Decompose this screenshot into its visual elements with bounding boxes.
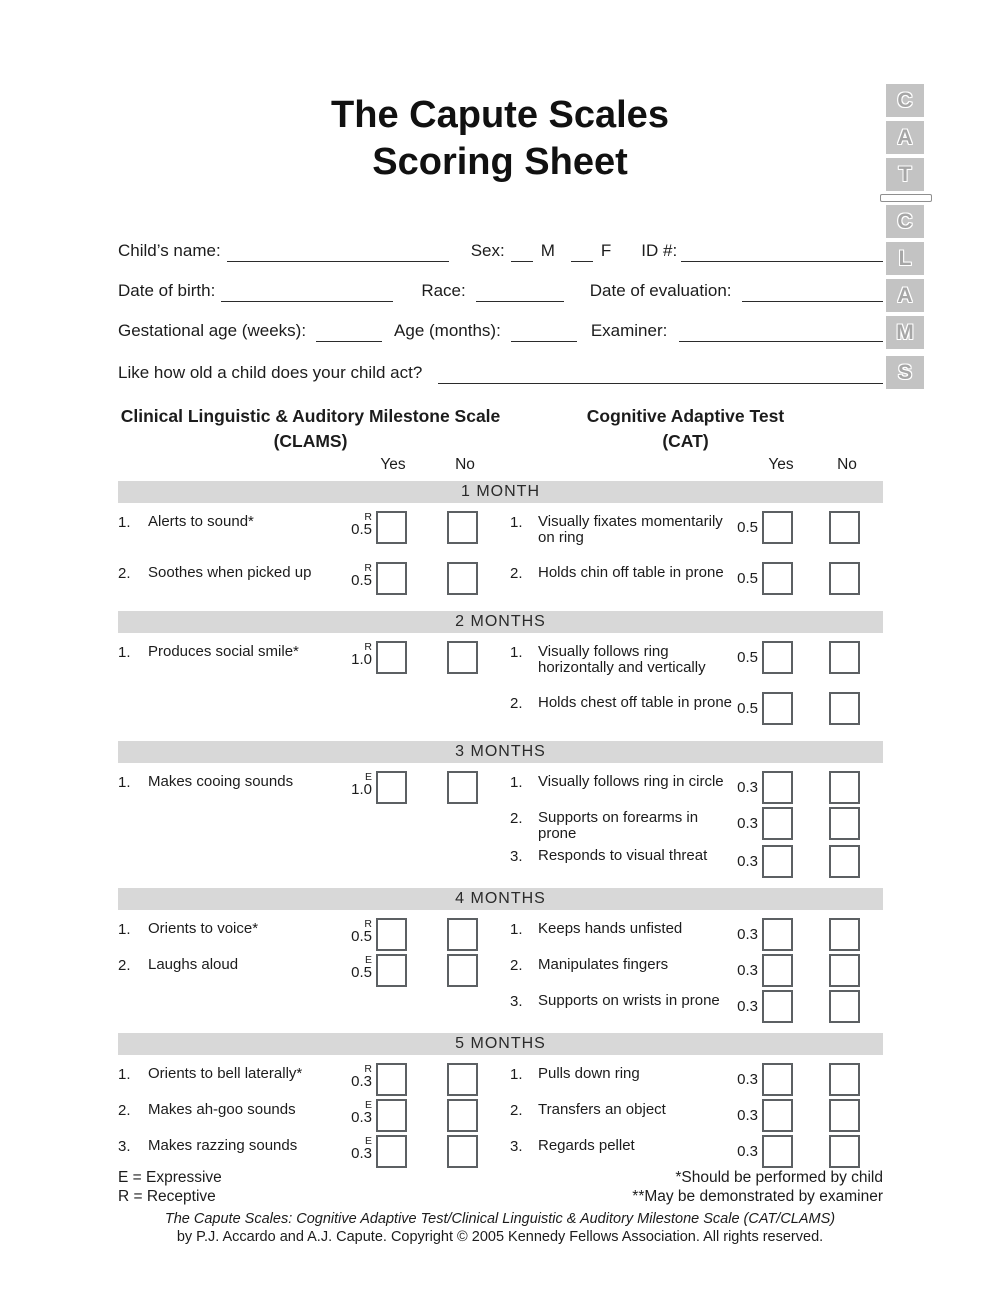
cat-score-value: 0.5 [737,649,758,666]
clams-no-checkbox[interactable] [447,641,478,674]
cat-score-block [738,692,762,717]
cat-yes-checkbox[interactable] [762,990,793,1023]
cat-no-checkbox[interactable] [829,692,860,725]
cat-no-checkbox[interactable] [829,990,860,1023]
cat-no-header: No [837,456,857,473]
cat-item-number: 1. [510,921,523,938]
legend-keys [118,1168,222,1206]
clams-item-number: 1. [118,514,131,531]
section-header: 4 MONTHS [118,888,883,910]
cat-item-label: Visually fixates momentarily on ring [538,513,723,546]
copyright-title-line: The Capute Scales: Cognitive Adaptive Test/Clinical Linguistic & Auditory Milestone Scale (CAT/CLAMS) [164,1211,836,1227]
page-title [0,92,1000,186]
clams-score-block [340,918,376,945]
section-header: 2 MONTHS [118,611,883,633]
sex-male-field[interactable] [511,241,533,262]
section-header: 5 MONTHS [118,1033,883,1055]
item-row [118,692,883,725]
clams-yes-checkbox[interactable] [376,562,407,595]
form-row-1 [118,222,883,262]
cat-item-number: 2. [510,695,523,712]
cat-item-cell [510,511,883,546]
section-header: 3 MONTHS [118,741,883,763]
clams-score-value: 0.5 [351,928,372,945]
cat-yes-checkbox[interactable] [762,954,793,987]
cat-item-label: Pulls down ring [538,1065,640,1082]
clams-item-number: 3. [118,1138,131,1155]
clams-item-label: Produces social smile* [148,643,299,660]
clams-yes-checkbox[interactable] [376,1063,407,1096]
cat-no-checkbox[interactable] [829,1135,860,1168]
clams-item-label: Makes ah-goo sounds [148,1101,296,1118]
cat-item-number: 3. [510,1138,523,1155]
cat-item-number: 1. [510,774,523,791]
clams-item-label: Alerts to sound* [148,513,254,530]
cat-item-cell [510,807,883,842]
clams-score-block [340,1063,376,1090]
clams-item-cell [118,511,480,544]
clams-score-block [340,771,376,798]
age-months-field[interactable] [511,321,577,342]
clams-item-cell [118,771,480,804]
cat-score-block [738,918,762,943]
id-field[interactable] [681,241,883,262]
clams-item-cell [118,918,480,951]
clams-no-checkbox[interactable] [447,1063,478,1096]
cat-header [523,404,848,454]
cat-score-value: 0.5 [737,519,758,536]
clams-score-block [340,562,376,589]
cat-item-cell [510,641,883,676]
clams-item-number: 1. [118,644,131,661]
cat-score-block [738,807,762,832]
side-tab-rail [886,84,926,393]
clams-no-checkbox[interactable] [447,1135,478,1168]
item-row [118,807,883,842]
cat-score-value: 0.3 [737,1143,758,1160]
clams-score-block [340,954,376,981]
cat-item-cell [510,845,883,878]
clams-score-block [340,641,376,668]
form-row-3 [118,302,883,342]
tab-letter-clams-l-1: L [886,242,924,275]
act-question-label: Like how old a child does your child act? [118,363,423,382]
clams-no-checkbox[interactable] [447,1099,478,1132]
tab-rail-divider [880,194,932,202]
clams-item-cell [118,1135,480,1168]
item-row [118,1099,883,1132]
clams-score-block [340,511,376,538]
cat-yes-checkbox[interactable] [762,1135,793,1168]
clams-yes-checkbox[interactable] [376,954,407,987]
clams-item-cell [118,641,480,674]
clams-er-tag: E [364,1135,372,1147]
cat-abbr: (CAT) [662,431,709,451]
cat-item-label: Manipulates fingers [538,956,669,973]
cat-no-checkbox[interactable] [829,511,860,544]
cat-item-number: 2. [510,957,523,974]
cat-item-label: Holds chin off table in prone [538,564,724,581]
cat-item-cell [510,1099,883,1132]
clams-title: Clinical Linguistic & Auditory Milestone Scale [120,406,501,426]
dob-field[interactable] [221,281,393,302]
legend-notes [632,1168,883,1206]
cat-item-number: 1. [510,514,523,531]
cat-score-block [738,845,762,870]
cat-item-label: Supports on forearms in prone [538,809,699,842]
legend-expressive: E = Expressive [118,1169,222,1186]
clams-item-label: Makes cooing sounds [148,773,294,790]
clams-item-label: Orients to voice* [148,920,259,937]
examiner-field[interactable] [679,321,883,342]
clams-score-block [340,1099,376,1126]
footnote-performed: *Should be performed by child [675,1169,883,1186]
cat-yes-checkbox[interactable] [762,692,793,725]
tab-letter-clams-a-2: A [886,279,924,312]
cat-no-checkbox[interactable] [829,954,860,987]
clams-item-number: 1. [118,774,131,791]
item-row [118,511,883,546]
cat-score-block [738,990,762,1015]
cat-no-checkbox[interactable] [829,1063,860,1096]
cat-score-value: 0.3 [737,1071,758,1088]
cat-item-cell [510,562,883,595]
clams-no-checkbox[interactable] [447,771,478,804]
cat-item-number: 2. [510,1102,523,1119]
cat-item-number: 2. [510,810,523,827]
footnote-demonstrated: **May be demonstrated by examiner [632,1188,883,1205]
clams-no-header: No [455,456,475,473]
clams-no-checkbox[interactable] [447,954,478,987]
cat-item-label: Visually follows ring horizontally and vertically [538,643,706,676]
clams-score-value: 0.3 [351,1073,372,1090]
cat-no-checkbox[interactable] [829,562,860,595]
childs-name-field[interactable] [227,241,449,262]
cat-score-block [738,954,762,979]
page-title-line2: Scoring Sheet [372,141,628,183]
cat-item-cell [510,918,883,951]
cat-score-value: 0.5 [737,700,758,717]
clams-item-cell [118,562,480,595]
tab-letter-cat-c: C [886,84,924,117]
clams-yes-header: Yes [380,456,406,473]
clams-score-value: 0.5 [351,964,372,981]
doe-label: Date of evaluation: [589,281,732,300]
item-row [118,1135,883,1168]
scale-column-headers [118,404,883,458]
cat-yes-header: Yes [768,456,794,473]
clams-score-value: 1.0 [351,651,372,668]
cat-score-block [738,562,762,587]
cat-score-value: 0.3 [737,1107,758,1124]
clams-er-tag: E [364,771,372,783]
cat-item-cell [510,771,883,804]
cat-yes-checkbox[interactable] [762,1063,793,1096]
clams-item-number: 1. [118,1066,131,1083]
legend-receptive: R = Receptive [118,1188,216,1205]
item-row [118,954,883,987]
cat-item-number: 2. [510,565,523,582]
cat-no-checkbox[interactable] [829,807,860,840]
cat-yes-checkbox[interactable] [762,845,793,878]
cat-score-block [738,771,762,796]
cat-item-number: 3. [510,848,523,865]
sex-female-field[interactable] [571,241,593,262]
cat-score-block [738,1063,762,1088]
cat-item-cell [510,692,883,725]
clams-score-block [340,1135,376,1162]
cat-score-value: 0.3 [737,962,758,979]
cat-item-number: 3. [510,993,523,1010]
cat-item-label: Supports on wrists in prone [538,992,720,1009]
cat-yes-checkbox[interactable] [762,918,793,951]
clams-score-value: 0.5 [351,521,372,538]
clams-er-tag: E [364,954,372,966]
clams-yes-checkbox[interactable] [376,1135,407,1168]
clams-abbr: (CLAMS) [273,431,348,451]
copyright-authors-line: by P.J. Accardo and A.J. Capute. Copyright © 2005 Kennedy Fellows Association. All rights reserved. [176,1229,824,1245]
item-row [118,562,883,595]
cat-score-value: 0.3 [737,815,758,832]
cat-yes-checkbox[interactable] [762,511,793,544]
item-row [118,845,883,878]
childs-name-label: Child’s name: [118,241,221,260]
item-row [118,1063,883,1096]
cat-item-label: Regards pellet [538,1137,635,1154]
cat-item-label: Responds to visual threat [538,847,708,864]
clams-item-number: 1. [118,921,131,938]
clams-item-cell [118,1063,480,1096]
clams-header [118,404,503,454]
cat-no-checkbox[interactable] [829,641,860,674]
cat-yes-checkbox[interactable] [762,1099,793,1132]
clams-yes-checkbox[interactable] [376,511,407,544]
cat-yes-checkbox[interactable] [762,807,793,840]
cat-item-cell [510,954,883,987]
copyright-block [0,1210,1000,1246]
tab-letter-clams-s-4: S [886,356,924,389]
tab-letter-clams-c-0: C [886,205,924,238]
cat-item-cell [510,990,883,1023]
cat-item-number: 1. [510,644,523,661]
cat-item-cell [510,1063,883,1096]
clams-yes-checkbox[interactable] [376,771,407,804]
clams-item-cell [118,1099,480,1132]
clams-er-tag: R [364,1063,372,1075]
cat-title: Cognitive Adaptive Test [586,406,785,426]
gestational-age-label: Gestational age (weeks): [118,321,307,340]
clams-er-tag: R [364,511,372,523]
id-label: ID #: [641,241,678,260]
item-row [118,990,883,1023]
clams-item-number: 2. [118,565,131,582]
clams-score-value: 1.0 [351,781,372,798]
clams-yes-checkbox[interactable] [376,641,407,674]
patient-info-form [118,222,883,384]
legend-row [118,1168,883,1206]
act-question-field[interactable] [438,363,883,384]
clams-item-label: Laughs aloud [148,956,239,973]
age-months-label: Age (months): [394,321,501,340]
section-header: 1 MONTH [118,481,883,503]
cat-item-cell [510,1135,883,1168]
cat-no-checkbox[interactable] [829,918,860,951]
clams-no-checkbox[interactable] [447,562,478,595]
cat-item-label: Transfers an object [538,1101,666,1118]
tab-letter-clams-m-3: M [886,316,924,349]
clams-er-tag: R [364,918,372,930]
cat-yes-checkbox[interactable] [762,562,793,595]
clams-er-tag: E [364,1099,372,1111]
sex-male-label: M [540,241,555,260]
race-field[interactable] [476,281,564,302]
clams-item-label: Soothes when picked up [148,564,312,581]
tab-letter-cat-a: A [886,121,924,154]
form-row-2 [118,262,883,302]
clams-yes-checkbox[interactable] [376,1099,407,1132]
month-sections [118,481,883,1171]
item-row [118,771,883,804]
cat-no-checkbox[interactable] [829,771,860,804]
dob-label: Date of birth: [118,281,216,300]
cat-score-block [738,641,762,666]
examiner-label: Examiner: [590,321,668,340]
cat-score-value: 0.3 [737,853,758,870]
cat-score-block [738,511,762,536]
sex-label: Sex: [470,241,505,260]
cat-item-label: Visually follows ring in circle [538,773,724,790]
clams-item-cell [118,954,480,987]
cat-item-label: Holds chest off table in prone [538,694,733,711]
tab-letter-cat-t: T [886,158,924,191]
cat-item-number: 1. [510,1066,523,1083]
clams-no-checkbox[interactable] [447,511,478,544]
cat-score-value: 0.3 [737,779,758,796]
clams-item-label: Orients to bell laterally* [148,1065,303,1082]
sex-female-label: F [600,241,612,260]
clams-item-label: Makes razzing sounds [148,1137,298,1154]
clams-score-value: 0.3 [351,1109,372,1126]
cat-score-value: 0.5 [737,570,758,587]
cat-no-checkbox[interactable] [829,1099,860,1132]
cat-no-checkbox[interactable] [829,845,860,878]
cat-score-block [738,1099,762,1124]
cat-yes-checkbox[interactable] [762,641,793,674]
clams-no-checkbox[interactable] [447,918,478,951]
clams-score-value: 0.5 [351,572,372,589]
clams-yes-checkbox[interactable] [376,918,407,951]
clams-er-tag: R [364,641,372,653]
form-row-4 [118,342,883,384]
cat-item-label: Keeps hands unfisted [538,920,683,937]
cat-yes-checkbox[interactable] [762,771,793,804]
clams-er-tag: R [364,562,372,574]
doe-field[interactable] [742,281,883,302]
yes-no-header-row [118,456,883,476]
clams-score-value: 0.3 [351,1145,372,1162]
cat-score-value: 0.3 [737,998,758,1015]
gestational-age-field[interactable] [316,321,382,342]
item-row [118,641,883,676]
cat-score-value: 0.3 [737,926,758,943]
cat-score-block [738,1135,762,1160]
item-row [118,918,883,951]
clams-item-number: 2. [118,1102,131,1119]
clams-item-number: 2. [118,957,131,974]
page-title-line1: The Capute Scales [331,94,669,136]
race-label: Race: [421,281,466,300]
